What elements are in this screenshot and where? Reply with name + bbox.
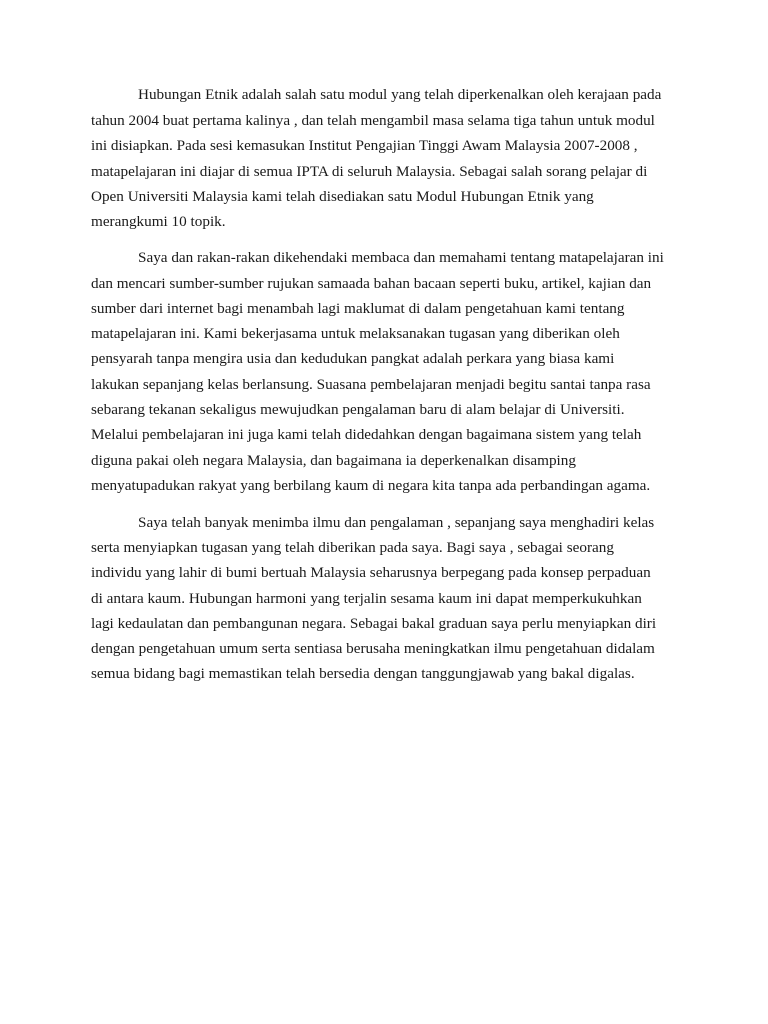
paragraph-line: matapelajaran ini. Kami bekerjasama untuk melaksanakan tugasan yang diberikan oleh <box>91 325 620 342</box>
paragraph-line: Melalui pembelajaran ini juga kami telah didedahkan dengan bagaimana sistem yang telah <box>91 426 642 443</box>
paragraph-line: semua bidang bagi memastikan telah bersedia dengan tanggungjawab yang bakal digalas. <box>91 665 635 682</box>
paragraph-line: Saya dan rakan-rakan dikehendaki membaca dan memahami tentang matapelajaran ini <box>138 249 664 266</box>
paragraph-line: merangkumi 10 topik. <box>91 213 226 230</box>
paragraph-line: ini disiapkan. Pada sesi kemasukan Institut Pengajian Tinggi Awam Malaysia 2007-2008 , <box>91 137 638 154</box>
paragraph-line: diguna pakai oleh negara Malaysia, dan bagaimana ia deperkenalkan disamping <box>91 452 576 469</box>
paragraph-line: sebarang tekanan sekaligus mewujudkan pengalaman baru di alam belajar di Universiti. <box>91 401 625 418</box>
paragraph-line: dengan pengetahuan umum serta sentiasa berusaha meningkatkan ilmu pengetahuan didalam <box>91 640 655 657</box>
paragraph-line: dan mencari sumber-sumber rujukan samaada bahan bacaan seperti buku, artikel, kajian dan <box>91 275 652 292</box>
paragraph-line: pensyarah tanpa mengira usia dan kedudukan pangkat adalah perkara yang biasa kami <box>91 350 615 367</box>
paragraph-line: Open Universiti Malaysia kami telah disediakan satu Modul Hubungan Etnik yang <box>91 188 594 205</box>
paragraph-line: Hubungan Etnik adalah salah satu modul yang telah diperkenalkan oleh kerajaan pada <box>138 86 662 103</box>
paragraph-line: tahun 2004 buat pertama kalinya , dan telah mengambil masa selama tiga tahun untuk modul <box>91 112 655 129</box>
paragraph-line: sumber dari internet bagi menambah lagi maklumat di dalam pengetahuan kami tentang <box>91 300 625 317</box>
paragraph-line: matapelajaran ini diajar di semua IPTA di seluruh Malaysia. Sebagai salah sorang pelajar di <box>91 163 648 180</box>
paragraph-line: individu yang lahir di bumi bertuah Malaysia seharusnya berpegang pada konsep perpaduan <box>91 564 651 581</box>
paragraph-line: Saya telah banyak menimba ilmu dan pengalaman , sepanjang saya menghadiri kelas <box>138 514 655 531</box>
paragraph-line: lakukan sepanjang kelas berlansung. Suasana pembelajaran menjadi begitu santai tanpa rasa <box>91 376 651 393</box>
paragraph-line: di antara kaum. Hubungan harmoni yang terjalin sesama kaum ini dapat memperkukuhkan <box>91 590 642 607</box>
paragraph-line: menyatupadukan rakyat yang berbilang kaum di negara kita tanpa ada perbandingan agama. <box>91 477 651 494</box>
paragraph-line: lagi kedaulatan dan pembangunan negara. Sebagai bakal graduan saya perlu menyiapkan diri <box>91 615 657 632</box>
paragraph-line: serta menyiapkan tugasan yang telah diberikan pada saya. Bagi saya , sebagai seorang <box>91 539 614 556</box>
